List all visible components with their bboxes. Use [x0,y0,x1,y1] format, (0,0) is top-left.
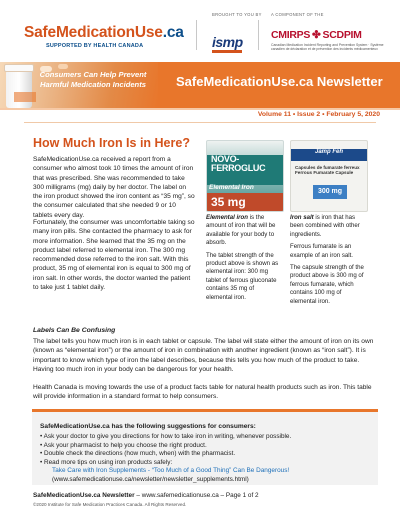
list-item: • Double check the directions (how much, when) with the pharmacist. [40,450,370,459]
list-item: • Read more tips on using iron products safely: [40,459,370,468]
banner-underline [0,108,400,110]
issue-info: Volume 11 • Issue 2 • February 5, 2020 [257,111,380,118]
product-label: Capsules de fumarate ferreux Ferrous Fumarate Capsule [295,165,360,176]
product-logo: Jamp Feh [315,149,344,155]
brand-logo [24,24,184,42]
page-footer [33,492,259,499]
product-dose: 35 mg [211,195,246,209]
ismp-logo-bar [212,50,242,53]
brand-suffix: .ca [162,24,184,41]
iron-supplements-link[interactable]: Take Care with Iron Supplements - “Too Much of a Good Thing” Can Be Dangerous! [52,467,290,474]
product-label: Elemental Iron [209,184,254,191]
banner-tagline: Consumers Can Help Prevent Harmful Medication Incidents [39,70,147,89]
copyright-notice: ©2020 Institute for Safe Medication Practices Canada. All Rights Reserved. [33,502,187,507]
brought-by-label: BROUGHT TO YOU BY [212,12,262,17]
maple-leaf-icon: ✤ [312,29,321,41]
cmirps-logo-left: CMIRPS [271,29,311,41]
article-subheading: Labels Can Be Confusing [33,327,116,334]
pill-icon [58,64,68,69]
iron-supplements-url: (www.safemedicationuse.ca/newsletter/newsletter_supplements.html) [52,476,249,483]
newsletter-title: SafeMedicationUse.ca Newsletter [176,74,383,89]
elemental-iron-product-image [206,140,284,212]
cmirps-logo [271,29,362,41]
component-label: A COMPONENT OF THE [271,12,324,17]
cmirps-logo-right: SCDPIM [322,29,362,41]
suggestions-list [40,433,370,467]
footer-title: SafeMedicationUse.ca Newsletter [33,492,135,499]
footer-rest: – www.safemedicationuse.ca – Page 1 of 2 [134,492,259,499]
product-dose: 300 mg [313,185,347,199]
iron-salt-caption: Iron salt is iron that has been combined with other ingredients. Ferrous fumarate is an example of an iron salt. The capsule strength of the product above is 300 mg of ferrous fumarate, which contains 100 mg of elemental iron. [290,214,364,305]
article-paragraph: The label tells you how much iron is in each tablet or capsule. The label will state either the amount of iron on its own (known as “elemental iron”) or the amount of iron in combination with another ingredient (known as “iron salt”). It is important to know which type of iron the label describes, because this tells you how much of the product to take. Having too much iron in your body can be dangerous for your health. [33,338,374,373]
article-heading: How Much Iron Is in Here? [33,136,190,150]
brand-main: SafeMedicationUse [24,24,163,41]
caption-term: Iron salt [290,214,314,221]
caption-term: Elemental iron [206,214,248,221]
product-brand: NOVO- FERROGLUC [211,154,266,173]
ismp-logo: ismp [212,34,243,50]
header-divider [196,20,197,50]
cmirps-subtext: Canadian Medication Incident Reporting and Prevention System · Système canadien de déclaration et de prévention des incidents médicamenteux [271,43,384,52]
issue-divider [24,122,376,123]
page-header [0,0,400,62]
list-item: • Ask your doctor to give you directions for how to take iron in writing, whenever possible. [40,433,370,442]
brand-tagline: SUPPORTED BY HEALTH CANADA [46,43,144,49]
iron-salt-product-image [290,140,368,212]
article-paragraph: SafeMedicationUse.ca received a report from a consumer who almost took 10 times the amount of iron that was prescribed. She was recommended to take 300 milligrams (mg) daily by her doctor. The label on the iron product showed the iron content as “35 mg”, so the consumer calculated that she needed 9 or 10 tablets every day. [33,156,195,219]
header-divider [258,20,259,50]
list-item: • Ask your pharmacist to help you choose the right product. [40,442,370,451]
suggestions-box [32,409,378,485]
article-paragraph: Fortunately, the consumer was uncomfortable taking so many iron pills. She contacted the pharmacy to ask for more information. She learned that the 35 mg on the product label referred to elemental iron. The 300 mg recommended dose referred to the iron salt. With this product, 35 mg of elemental iron is equal to 300 mg of iron salt. In other words, the doctor wanted the patient to take just 1 tablet daily. [33,219,195,292]
article-paragraph: Health Canada is moving towards the use of a product facts table for natural health products such as iron. This table will provide information in a standard format to help consumers. [33,384,372,401]
elemental-iron-caption: Elemental iron is the amount of iron that will be available for your body to absorb. The tablet strength of the product above is shown as elemental iron: 300 mg tablet of ferrous gluconate contains 35 mg of elemental iron. [206,214,279,301]
suggestions-title: SafeMedicationUse.ca has the following suggestions for consumers: [40,423,256,430]
